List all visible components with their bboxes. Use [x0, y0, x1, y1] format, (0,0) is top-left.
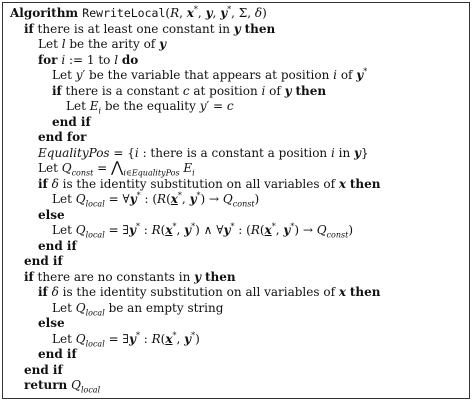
algorithm-line: if there are no constants in y then [24, 269, 236, 284]
algorithm-line: Let $E_i$ be the equality y′ = c [66, 99, 234, 116]
algorithm-line: if δ is the identity substitution on all variables of x then [38, 176, 381, 191]
algorithm-line: else [38, 316, 65, 330]
algorithm-line: end if [38, 238, 77, 253]
algorithm-line: else [38, 207, 65, 222]
algorithm-line: if there is a constant c at position i of y then [52, 83, 327, 98]
algorithm-line: Let $Q_{local}$ = ∀y* : (R(x*, $y^*) \to Q_{const}$) [52, 191, 260, 209]
algorithm-line: if δ is the identity substitution on all variables of x then [38, 285, 381, 299]
algorithm-line: Let $Q_{local}$ = ∃y* : R(x*, y*) [52, 330, 200, 348]
algorithm-line: end if [24, 362, 63, 377]
algorithm-line: end if [52, 114, 91, 129]
algorithm-line: Let $Q_{local}$ be an empty string [52, 300, 224, 317]
algorithm-line: EqualityPos = {i : there is a constant a position i in y} [38, 145, 369, 160]
algorithm-line: end for [38, 130, 87, 144]
algorithm-line: for i := 1 to l do [38, 52, 139, 67]
algorithm-line: Let $Q_{local}$ = ∃y* : R(x*, y*) ∧ ∀y* : (R(x*, $y^*) \to Q_{const}$) [52, 222, 354, 240]
algorithm-line: end if [38, 347, 77, 361]
algorithm-line: end if [24, 254, 63, 268]
algorithm-line: if there is at least one constant in y then [24, 21, 276, 36]
algorithm-header: Algorithm RewriteLocal(R, x*, y, y*, Σ, δ) [10, 5, 267, 20]
algorithm-line: Let l be the arity of y [38, 37, 167, 51]
algorithm-line: Let $Q_{const}$ = $⋀_{i\in EqualityPos}$ $E_i$ [38, 158, 195, 178]
algorithm-return-line: return $Q_{local}$ [24, 378, 101, 395]
algorithm-line: Let y′ be the variable that appears at position i of y* [52, 67, 368, 82]
